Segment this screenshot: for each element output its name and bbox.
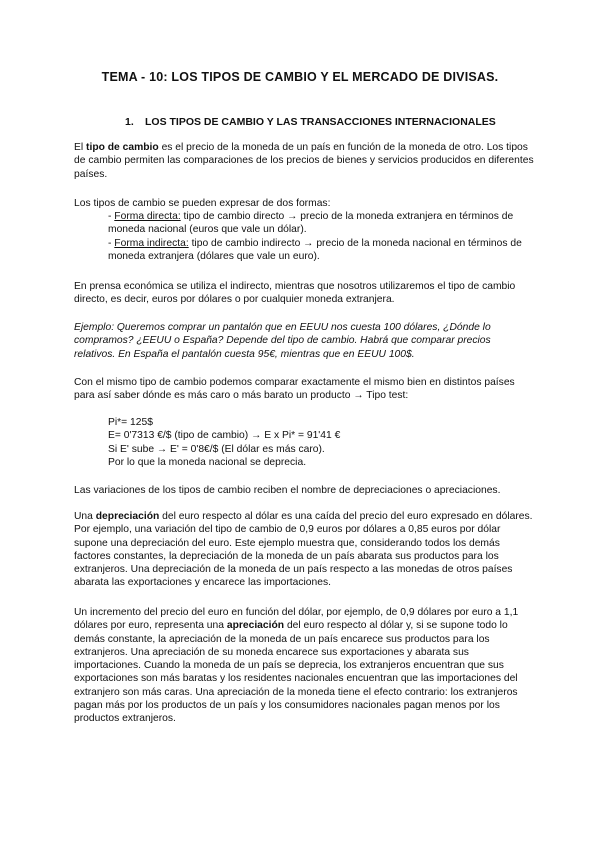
example-paragraph: Ejemplo: Queremos comprar un pantalón que en EEUU nos cuesta 100 dólares, ¿Dónde lo compramos? ¿EEUU o España? Depende del tipo de cambio. Habrá que comparar precios relativos. En España el pantalón cuesta 95€, mientras que en EEUU 100$. [74, 322, 491, 360]
paragraph-tipo-de-cambio [74, 141, 534, 181]
form-directa-text: tipo de cambio directo → precio de la moneda extranjera en términos de moneda nacional (euros que vale un dólar). [108, 211, 514, 236]
term-depreciacion: depreciación [95, 511, 160, 522]
paragraph-prensa: En prensa económica se utiliza el indirecto, mientras que nosotros utilizaremos el tipo de cambio directo, es decir, euros por dólares o por cualquier moneda extranjera. [74, 281, 516, 306]
form-indirecta [108, 237, 528, 264]
paragraph-mismo-tipo: Con el mismo tipo de cambio podemos comparar exactamente el mismo bien en distintos países para así saber dónde es más caro o más barato un producto → Tipo test: [74, 377, 515, 402]
p7-pre: Un incremento del precio del euro en función del dólar, por ejemplo, de 0,9 dólares por euro a 1,1 dólares por euro, representa una [74, 607, 519, 632]
section-number: 1. [125, 116, 134, 128]
form-directa-label: Forma directa: [114, 211, 181, 222]
form-directa [108, 210, 528, 237]
calc-line-1: Pi*= 125$ [108, 417, 153, 428]
section-title: LOS TIPOS DE CAMBIO Y LAS TRANSACCIONES INTERNACIONALES [145, 116, 496, 128]
p1-post: es el precio de la moneda de un país en función de la moneda de otro. Los tipos de cambio permiten las comparaciones de los precios de bienes y servicios producidos en diferentes países. [74, 142, 534, 180]
term-apreciacion: apreciación [226, 620, 285, 632]
p1-pre: El [74, 142, 87, 153]
calculation-block [108, 416, 488, 469]
section-heading [125, 116, 496, 128]
form-directa-dash: - [108, 211, 115, 222]
form-indirecta-dash: - [108, 238, 115, 249]
paragraph-variaciones: Las variaciones de los tipos de cambio reciben el nombre de depreciaciones o apreciaciones. [74, 485, 501, 496]
form-indirecta-label: Forma indirecta: [114, 238, 189, 249]
document-title: TEMA - 10: LOS TIPOS DE CAMBIO Y EL MERCADO DE DIVISAS. [101, 70, 499, 84]
paragraph-depreciacion [74, 510, 534, 590]
calc-line-3: Si E' sube → E' = 0'8€/$ (El dólar es más caro). [108, 443, 325, 455]
calc-line-2: E= 0'7313 €/$ (tipo de cambio) → E x Pi* = 91'41 € [108, 430, 341, 442]
p7-post: del euro respecto al dólar y, si se supone todo lo demás constante, la apreciación de la moneda de un país encarece sus productos para los extranjeros. Una apreciación de su moneda encarece sus exportaciones y abarata sus importaciones. Cuando la moneda de un país se deprecia, los extranjeros encuentran que sus exportaciones son más baratas y los residentes nacionales encuentran que las importaciones del extranjero son más caras. Una apreciación de la moneda tiene el efecto contrario: los extranjeros pagan más por los productos de un país y los consumidores nacionales pagan menos por los productos extranjeros. [74, 620, 518, 725]
paragraph-formas: Los tipos de cambio se pueden expresar de dos formas: [74, 198, 331, 209]
form-indirecta-text: tipo de cambio indirecto → precio de la moneda nacional en términos de moneda extranjera (dólares que vale un euro). [108, 238, 522, 263]
p6-post: del euro respecto al dólar es una caída del precio del euro expresado en dólares. Por ejemplo, una variación del tipo de cambio de 0,9 euros por dólares a 0,85 euros por dólar supone una depreciación del euro. Este ejemplo muestra que, considerando todos los demás factores constantes, la depreciación de la moneda de un país abarata sus productos para los extranjeros. Una depreciación de la moneda de un país respecto a las monedas de otros países abarata las exportaciones y encarece las importaciones. [74, 511, 533, 589]
p6-pre: Una [74, 511, 96, 522]
paragraph-apreciacion [74, 606, 534, 726]
calc-line-4: Por lo que la moneda nacional se deprecia. [108, 456, 307, 468]
term-tipo-de-cambio: tipo de cambio [86, 142, 159, 153]
